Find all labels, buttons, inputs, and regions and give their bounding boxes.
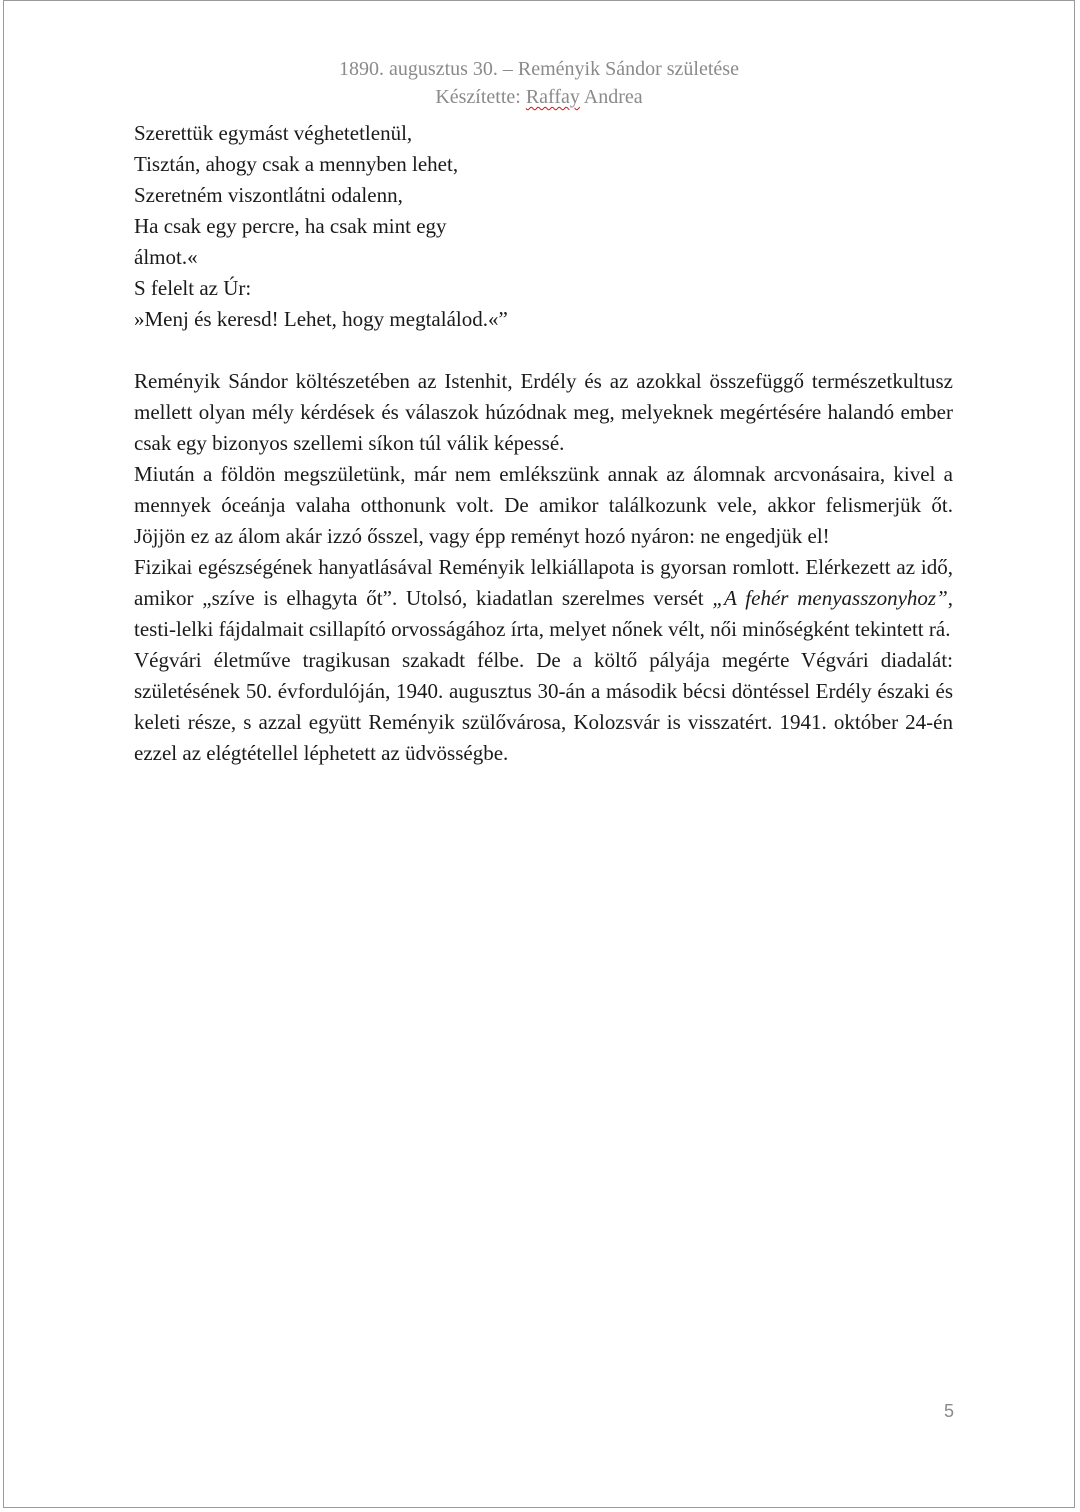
header-title: 1890. augusztus 30. – Reményik Sándor születése xyxy=(339,58,739,80)
paragraph-spacer xyxy=(134,335,953,366)
poem-line: Szeretném viszontlátni odalenn, xyxy=(134,183,403,207)
poem-line: »Menj és keresd! Lehet, hogy megtalálod.«” xyxy=(134,307,508,331)
header-author-prefix: Készítette: xyxy=(435,86,526,108)
poem-line: álmot.« xyxy=(134,245,198,269)
paragraph-1: Reményik Sándor költészetében az Istenhit, Erdély és az azokkal összefüggő természetkultusz mellett olyan mély kérdések és válaszok húzódnak meg, melyeknek megértésére halandó ember csak egy bizonyos szellemi síkon túl válik képessé. xyxy=(134,369,953,455)
paragraph-3 xyxy=(134,552,953,645)
paragraph-2: Miután a földön megszületünk, már nem emlékszünk annak az álomnak arcvonásaira, kivel a mennyek óceánja valaha otthonunk volt. De amikor találkozunk vele, akkor felismerjük őt. Jöjjön ez az álom akár izzó ősszel, vagy épp reményt hozó nyáron: ne engedjük el! xyxy=(134,462,953,548)
page-number: 5 xyxy=(943,1401,954,1421)
poem-line: Ha csak egy percre, ha csak mint egy xyxy=(134,214,447,238)
body-text xyxy=(134,118,953,769)
document-page xyxy=(3,0,1075,1508)
header-author-suffix: Andrea xyxy=(579,86,643,108)
paragraph-3-text-end: , testi-lelki fájdalmait csillapító orvosságához írta, melyet nőnek vélt, női minőségként tekintett rá. xyxy=(134,586,953,641)
poem-line: Szerettük egymást véghetetlenül, xyxy=(134,121,413,145)
header-author xyxy=(4,83,1074,111)
paragraph-3-text-start: Fizikai egészségének hanyatlásával Reményik lelkiállapota is gyorsan romlott. Elérkezett az idő, amikor „szíve is elhagyta őt”. Utolsó, kiadatlan szerelmes versét xyxy=(134,555,953,610)
page-header xyxy=(4,55,1074,111)
paragraph-4: Végvári életműve tragikusan szakadt félbe. De a költő pályája megérte Végvári diadalát: születésének 50. évfordulóján, 1940. augusztus 30-án a második bécsi döntéssel Erdély északi és keleti része, s azzal együtt Reményik szülővárosa, Kolozsvár is visszatért. 1941. október 24-én ezzel az elégtétellel léphetett az üdvösségbe. xyxy=(134,648,953,765)
poem-line: Tisztán, ahogy csak a mennyben lehet, xyxy=(134,152,459,176)
header-author-name: Raffay xyxy=(525,86,580,108)
poem-title-italic: „A fehér menyasszonyhoz” xyxy=(712,586,948,610)
poem-line: S felelt az Úr: xyxy=(134,276,252,300)
poem-excerpt xyxy=(134,118,953,335)
